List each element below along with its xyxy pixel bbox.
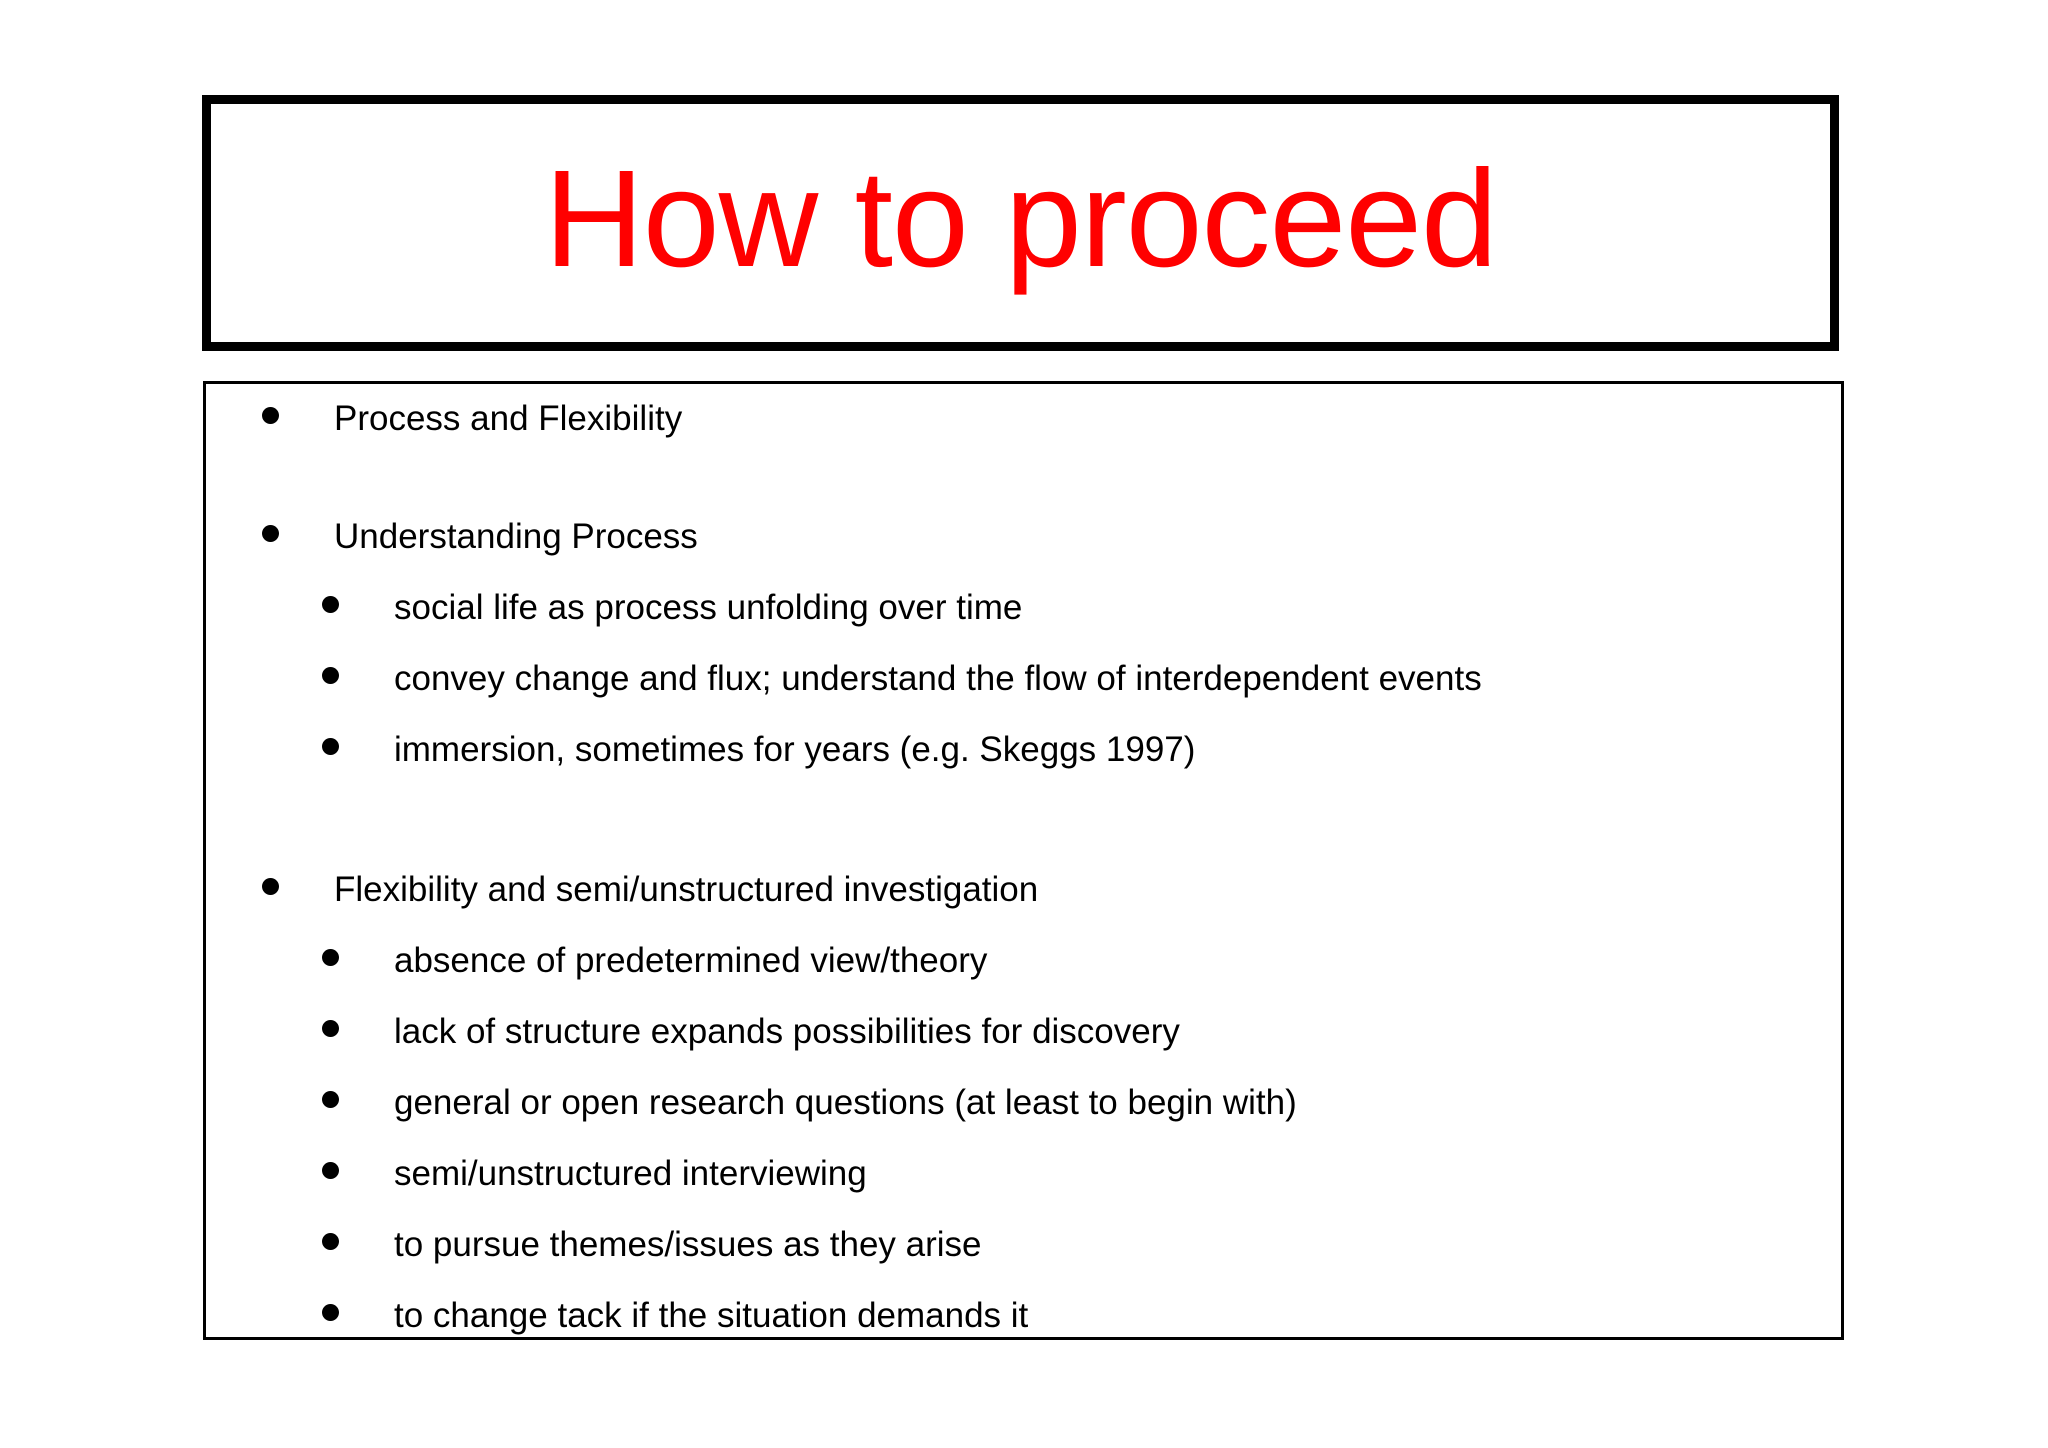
bullet-icon: [322, 596, 339, 613]
list-item-text: convey change and flux; understand the flow of interdependent events: [394, 659, 1482, 698]
bullet-icon: [322, 1020, 339, 1037]
bullet-icon: [262, 878, 279, 895]
bullet-icon: [262, 407, 279, 424]
list-item-text: social life as process unfolding over time: [394, 588, 1023, 627]
list-item-text: Process and Flexibility: [334, 399, 683, 438]
slide-title: How to proceed: [544, 142, 1497, 296]
list-item-text: lack of structure expands possibilities for discovery: [394, 1012, 1180, 1051]
bullet-icon: [322, 1162, 339, 1179]
list-item-text: immersion, sometimes for years (e.g. Skeggs 1997): [394, 730, 1196, 769]
list-item-text: Understanding Process: [334, 517, 698, 556]
list-item-text: to pursue themes/issues as they arise: [394, 1225, 982, 1264]
bullet-icon: [262, 525, 279, 542]
bullet-icon: [322, 738, 339, 755]
bullet-icon: [322, 1233, 339, 1250]
content-box: [203, 381, 1844, 1340]
bullet-icon: [322, 1304, 339, 1321]
title-box: [202, 95, 1839, 351]
list-item-text: semi/unstructured interviewing: [394, 1154, 867, 1193]
list-item-text: to change tack if the situation demands it: [394, 1296, 1029, 1335]
bullet-icon: [322, 667, 339, 684]
list-item-text: Flexibility and semi/unstructured investigation: [334, 870, 1039, 909]
bullet-icon: [322, 949, 339, 966]
list-item-text: absence of predetermined view/theory: [394, 941, 988, 980]
list-item-text: general or open research questions (at least to begin with): [394, 1083, 1297, 1122]
bullet-icon: [322, 1091, 339, 1108]
